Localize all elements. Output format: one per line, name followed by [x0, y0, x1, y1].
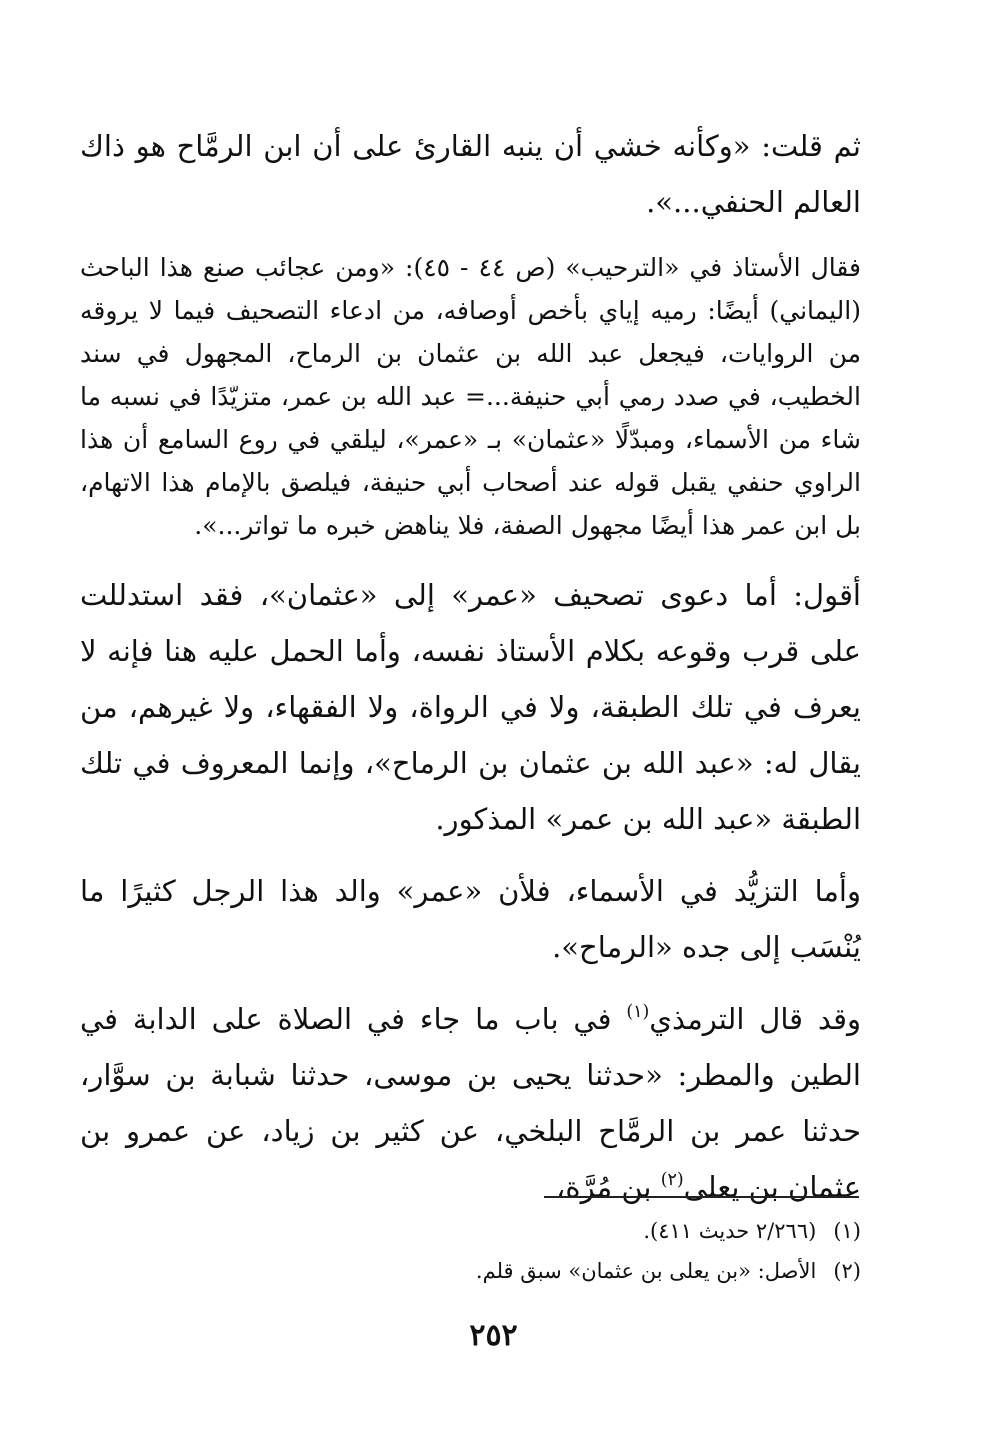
footnote-text: الأصل: «بن يعلى بن عثمان» سبق قلم. [475, 1259, 817, 1283]
paragraph-5-before: وقد قال الترمذي [649, 1002, 861, 1036]
page-number: ٢٥٢ [469, 1318, 518, 1353]
footnote-number: (٢) [833, 1259, 861, 1283]
footnote-reference-1: (١) [626, 1001, 650, 1022]
paragraph-3: أقول: أما دعوى تصحيف «عمر» إلى «عثمان»، فقد استدللت على قرب وقوعه بكلام الأستاذ نفسه، وأما الحمل عليه هنا فإنه لا يعرف في تلك الطبقة، ولا في الرواة، ولا الفقهاء، ولا غيرهم، من يقال له: «عبد الله بن عثمان بن الرماح»، وإنما المعروف في تلك الطبقة «عبد الله بن عمر» المذكور. [80, 578, 861, 836]
footnote-2 [80, 1251, 861, 1291]
footnote-text: (٢/٢٦٦ حديث ٤١١). [643, 1219, 817, 1243]
paragraph-4: وأما التزيُّد في الأسماء، فلأن «عمر» والد هذا الرجل كثيرًا ما يُنْسَب إلى جده «الرماح». [80, 874, 861, 964]
main-text [80, 118, 861, 1215]
paragraph-5-middle: في باب ما جاء في الصلاة على الدابة في الطين والمطر: «حدثنا يحيى بن موسى، حدثنا شبابة بن سوَّار، حدثنا عمر بن الرمَّاح البلخي، عن كثير بن زياد، عن عمرو بن عثمان بن يعلى [80, 1002, 861, 1204]
paragraph-5 [80, 991, 861, 1215]
footnote-number: (١) [833, 1219, 861, 1243]
paragraph-1: ثم قلت: «وكأنه خشي أن ينبه القارئ على أن ابن الرمَّاح هو ذاك العالم الحنفي...». [80, 129, 861, 219]
paragraph-5-after: بن مُرَّة، [556, 1170, 661, 1204]
footnote-reference-2: (٢) [660, 1169, 684, 1190]
footnotes [80, 1211, 861, 1291]
footnote-1 [80, 1211, 861, 1251]
footnote-divider [544, 1196, 859, 1198]
paragraph-2: فقال الأستاذ في «الترحيب» (ص ٤٤ - ٤٥): «ومن عجائب صنع هذا الباحث (اليماني) أيضًا: رميه إياي بأخص أوصافه، من ادعاء التصحيف فيما لا يروقه من الروايات، فيجعل عبد الله بن عثمان بن الرماح، المجهول في سند الخطيب، في صدد رمي أبي حنيفة...= عبد الله بن عمر، متزيّدًا في نسبه ما شاء من الأسماء، ومبدّلًا «عثمان» بـ «عمر»، ليلقي في روع السامع أن هذا الراوي حنفي يقبل قوله عند أصحاب أبي حنيفة، فيلصق بالإمام هذا الاتهام، بل ابن عمر هذا أيضًا مجهول الصفة، فلا يناهض خبره ما تواتر...». [80, 253, 861, 540]
